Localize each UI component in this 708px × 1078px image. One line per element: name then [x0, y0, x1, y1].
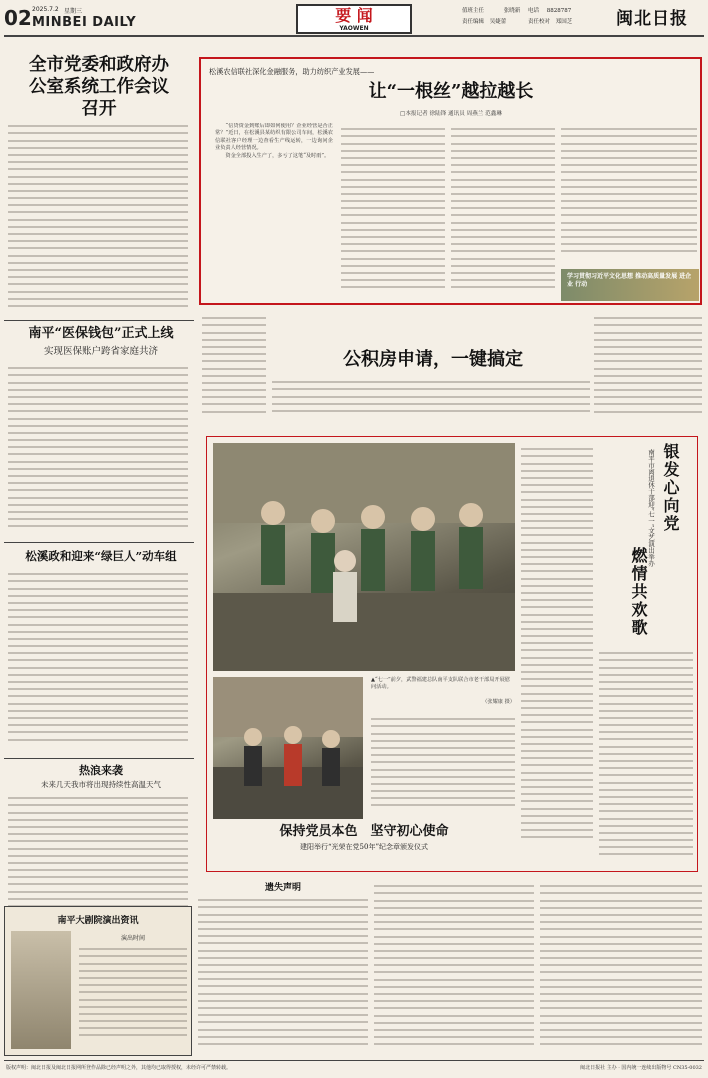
proof-label: 责任校对 — [528, 19, 551, 25]
healthcare-headline: 南平“医保钱包”正式上线 — [28, 326, 174, 341]
page-header — [0, 0, 708, 36]
healthcare-body — [8, 362, 188, 540]
veterans-headline-1: 银发心向党 — [661, 443, 680, 533]
fund-body-left — [202, 312, 266, 420]
fund-headline: 公积房申请，一键搞定 — [343, 349, 523, 370]
divider — [4, 320, 194, 321]
ad-box — [4, 906, 192, 1056]
veterans-box — [206, 436, 698, 872]
ad-body — [79, 943, 187, 1047]
fund-body-mid — [272, 376, 590, 420]
feature-banner: 学习贯彻习近平文化思想 推动高质量发展 进企业 行动 — [561, 269, 699, 301]
footer-rule — [4, 1060, 704, 1061]
feature-body-col3 — [451, 123, 555, 299]
veterans-body-right — [599, 647, 693, 871]
party-headline: 保持党员本色 坚守初心使命 — [279, 824, 449, 839]
feature-lead-1: “信贷资金到账后即如何使用？企业经营是否正常？”近日，在松溪县某纺织有限公司车间，松溪农信联社客户经理一边查看生产线运转，一边询问企业负责人经营情况。 — [215, 123, 333, 152]
feature-body-col4 — [561, 123, 697, 263]
editor-value-2: 吴婕蕾 — [489, 19, 507, 25]
notice-headline: 遗失声明 — [264, 883, 301, 893]
feature-body-col2 — [341, 123, 445, 299]
train-headline: 松溪政和迎来“绿巨人”动车组 — [25, 549, 177, 563]
divider — [4, 758, 194, 759]
veterans-photo-2-svg — [213, 677, 363, 819]
page-number: 02 — [4, 6, 32, 30]
veterans-photo-2 — [213, 677, 363, 819]
heat-headline: 热浪来袭 — [79, 764, 123, 777]
header-rule — [4, 35, 704, 37]
bottom-col-right — [540, 880, 702, 1056]
header-date: 2025.7.2 — [32, 6, 59, 13]
feature-lead — [215, 123, 333, 299]
veterans-headline-2: 燃情共欢歌 — [629, 547, 648, 637]
veterans-photo — [213, 443, 515, 671]
article-top-left-body — [8, 120, 188, 318]
veterans-body-below-caption — [371, 713, 515, 813]
proof-value: 郑国芝 — [555, 19, 573, 25]
phone-row — [528, 6, 571, 14]
editor-value-1: 张晓新 — [503, 8, 521, 14]
ad-headline: 南平大剧院演出资讯 — [57, 916, 139, 926]
feature-kicker: 松溪农信联社深化金融服务，助力纺织产业发展—— — [209, 67, 375, 76]
header-weekday: 星期三 — [64, 8, 83, 15]
train-body — [8, 568, 188, 756]
ad-image — [11, 931, 71, 1049]
editor-row-1 — [462, 6, 520, 14]
healthcare-subhead: 实现医保账户跨省家庭共济 — [43, 346, 158, 357]
party-subhead: 建阳举行“光荣在党50年”纪念章颁发仪式 — [299, 843, 429, 851]
footer-left: 版权声明：闽北日报及闽北日报网所登作品除已经声明之外，其他均已取得授权，未经许可严禁转载。 — [6, 1065, 232, 1071]
section-tab — [296, 4, 412, 34]
veterans-photo-svg — [213, 443, 515, 671]
feature-lead-2: 资金全部投入生产了，多亏了这笔“及时雨”。 — [225, 152, 330, 159]
phone-value: 8828787 — [546, 8, 572, 14]
feature-headline: 让“一根丝”越拉越长 — [368, 81, 534, 102]
section-en: YAOWEN — [339, 25, 369, 32]
bottom-col-mid — [374, 880, 534, 1056]
masthead-logo: 闽北日报 — [616, 9, 688, 29]
divider — [4, 542, 194, 543]
editor-row-2 — [462, 17, 506, 25]
section-cn: 要 闻 — [335, 6, 373, 25]
photo-caption-2: （张耀康 摄） — [482, 699, 515, 705]
notice-box — [198, 880, 368, 1056]
feature-byline: □本报记者 徐陆锋 通讯员 周燕兰 范鑫琳 — [400, 111, 502, 117]
footer-right: 闽北日报社 主办 · 国内统一连续出版物号 CN35-0032 — [580, 1065, 702, 1071]
fund-body-right — [594, 312, 702, 420]
ad-sub: 演出时间 — [120, 935, 145, 942]
notice-body — [198, 894, 368, 1054]
editor-label-2: 责任编辑 — [462, 19, 485, 25]
proof-row — [528, 17, 572, 25]
heat-subhead: 未来几天我市将出现持续性高温天气 — [41, 780, 161, 789]
phone-label: 电话 — [528, 8, 540, 14]
editor-label-1: 值班主任 — [462, 8, 485, 14]
article-top-left-headline: 全市党委和政府办公室系统工作会议召开 — [29, 55, 169, 119]
veterans-body-col-mid — [521, 443, 593, 871]
feature-article-box — [199, 57, 702, 305]
masthead-en: MINBEI DAILY — [32, 15, 137, 30]
photo-caption-1: ▲“七一”前夕，武警福建总队南平支队联合市老干部局开展慰问活动。 — [371, 677, 510, 691]
veterans-subhead: 南平市离退休干部迎“七一”文艺演出举办 — [647, 449, 655, 567]
